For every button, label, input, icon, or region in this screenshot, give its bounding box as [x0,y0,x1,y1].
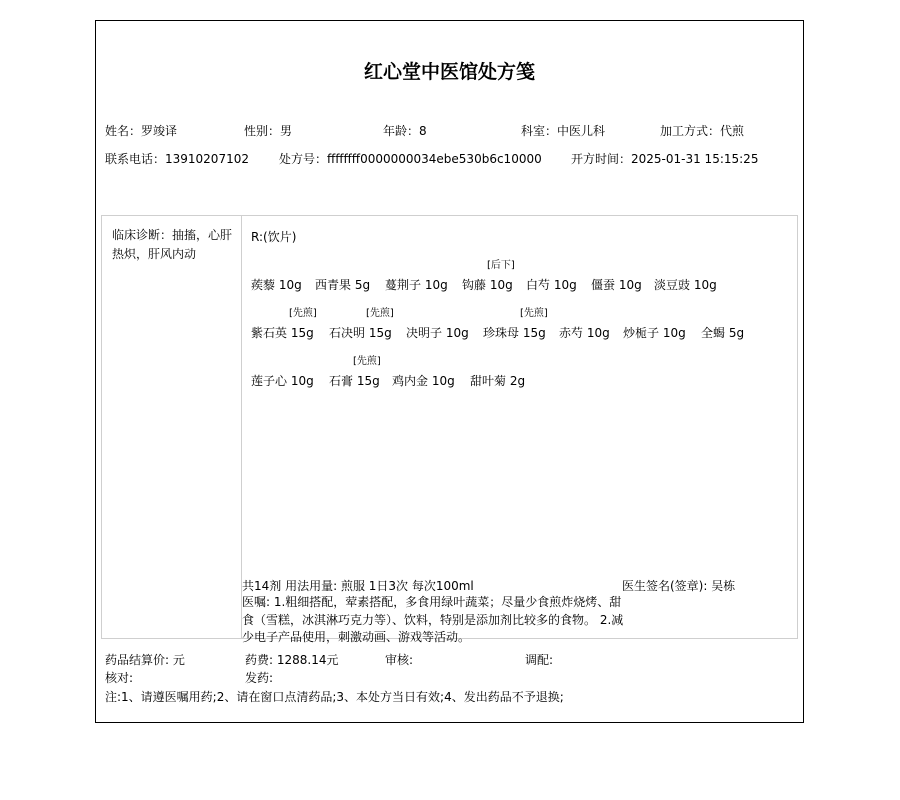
doctor-signature: 医生签名(签章): 吴栋 [622,579,736,593]
usage-dosage: 共14剂 用法用量: 煎服 1日3次 每次100ml [242,579,474,593]
clinical-diagnosis: 临床诊断：抽搐，心肝热炽，肝风内动 [112,228,233,261]
footer-notice: 注:1、请遵医嘱用药;2、请在窗口点清药品;3、本处方当日有效;4、发出药品不予退换; [105,690,564,704]
prescription-number: 处方号：ffffffff0000000034ebe530b6c10000 [279,152,542,166]
herb-item: 珍珠母 15g [483,326,546,340]
issue-field: 发药: [245,671,274,685]
herb-item: 西青果 5g [315,278,371,292]
patient-age: 年龄：8 [383,124,427,138]
patient-phone: 联系电话：13910207102 [105,152,249,166]
patient-gender: 性别：男 [244,124,293,138]
processing-method: 加工方式：代煎 [660,124,745,138]
herb-item: 淡豆豉 10g [654,278,717,292]
herb-item: 赤芍 10g [559,326,610,340]
herb-item: 莲子心 10g [251,374,314,388]
herb-item: 僵蚕 10g [591,278,642,292]
herb-note: [先煎] [520,308,548,319]
medical-advice: 医嘱: 1.粗细搭配，荤素搭配，多食用绿叶蔬菜；尽量少食煎炸烧烤、甜食（雪糕，冰淇淋巧克力等）、饮料，特别是添加剂比较多的食物。 2.减少电子产品使用，刺激动画、游戏等活动。 [242,595,624,644]
herb-item: 炒栀子 10g [623,326,686,340]
herb-item: 钩藤 10g [462,278,513,292]
herb-item: 蒺藜 10g [251,278,302,292]
rx-header: R:(饮片) [251,230,297,244]
department: 科室：中医儿科 [521,124,606,138]
herb-item: 紫石英 15g [251,326,314,340]
column-divider [241,215,242,639]
prescription-time: 开方时间：2025-01-31 15:15:25 [571,152,759,166]
herb-note: [先煎] [289,308,317,319]
check-field: 核对: [105,671,134,685]
herb-item: 白芍 10g [526,278,577,292]
herb-item: 蔓荆子 10g [385,278,448,292]
review-field: 审核: [385,653,414,667]
herb-note: [先煎] [366,308,394,319]
herb-item: 全蝎 5g [701,326,745,340]
dispense-field: 调配: [525,653,554,667]
settlement-price: 药品结算价: 元 [105,653,185,667]
patient-name: 姓名：罗竣译 [105,124,178,138]
drug-fee: 药费: 1288.14元 [245,653,339,667]
herb-item: 决明子 10g [406,326,469,340]
herb-item: 鸡内金 10g [392,374,455,388]
herb-item: 甜叶菊 2g [470,374,526,388]
herb-note: [后下] [487,260,515,271]
herb-item: 石膏 15g [329,374,380,388]
herb-note: [先煎] [353,356,381,367]
herb-item: 石决明 15g [329,326,392,340]
page-title: 红心堂中医馆处方笺 [363,61,535,83]
